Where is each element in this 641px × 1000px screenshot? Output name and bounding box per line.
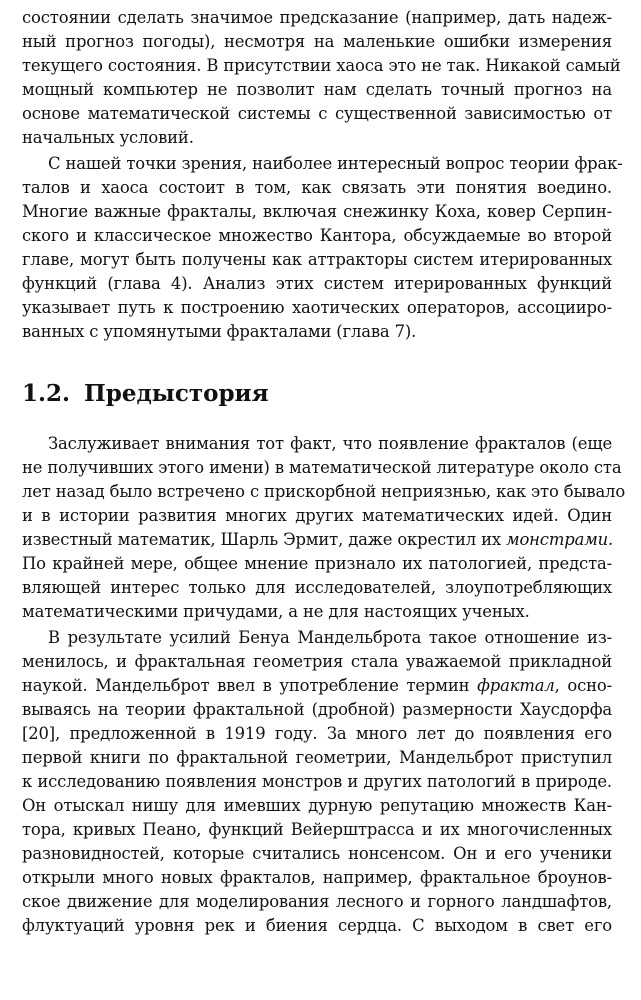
text-line: главе, могут быть получены как аттракторы систем итерированных [22,250,612,269]
text-line: лет назад было встречено с прискорбной неприязнью, как это бывало [22,482,626,501]
text-line: первой книги по фрактальной геометрии, Мандельброт приступил [22,748,612,767]
text-line [22,528,612,552]
text-line [22,674,612,698]
text-line: математическими причудами, а не для настоящих ученых. [22,602,530,621]
text-line: В результате усилий Бенуа Мандельброта такое отношение из- [48,628,612,647]
text-line: ванных с упомянутыми фракталами (глава 7). [22,322,417,341]
text-line: флуктуаций уровня рек и биения сердца. С выходом в свет его [22,916,612,935]
text-line: ского и классическое множество Кантора, обсуждаемые во второй [22,226,612,245]
italic-term: фрактал [477,676,555,695]
text-line: тора, кривых Пеано, функций Вейерштрасса и их многочисленных [22,820,612,839]
text-line: мощный компьютер не позволит нам сделать точный прогноз на [22,80,612,99]
text-segment: наукой. Мандельброт ввел в употребление термин [22,676,478,695]
text-line: По крайней мере, общее мнение признало их патологией, предста- [22,554,612,573]
text-line: не получивших этого имени) в математической литературе около ста [22,458,622,477]
text-line: вываясь на теории фрактальной (дробной) размерности Хаусдорфа [22,700,612,719]
text-line: указывает путь к построению хаотических операторов, ассоцииро- [22,298,612,317]
text-segment: , осно- [554,676,612,695]
text-segment: известный математик, Шарль Эрмит, даже окрестил их [22,530,506,549]
text-line: вляющей интерес только для исследователей, злоупотребляющих [22,578,612,597]
text-line: открыли много новых фракталов, например, фрактальное броунов- [22,868,612,887]
text-line: функций (глава 4). Анализ этих систем итерированных функций [22,274,612,293]
text-line: С нашей точки зрения, наиболее интересный вопрос теории фрак- [48,154,623,173]
text-line: разновидностей, которые считались нонсенсом. Он и его ученики [22,844,612,863]
text-line: состоянии сделать значимое предсказание (например, дать надеж- [22,8,612,27]
text-line: менилось, и фрактальная геометрия стала уважаемой прикладной [22,652,612,671]
text-line: начальных условий. [22,128,194,147]
text-line: Заслуживает внимания тот факт, что появление фракталов (еще [48,434,612,453]
section-heading [22,378,269,410]
text-line: ское движение для моделирования лесного и горного ландшафтов, [22,892,612,911]
section-title: Предыстория [84,380,269,407]
text-line: талов и хаоса состоит в том, как связать эти понятия воедино. [22,178,612,197]
text-line: Многие важные фракталы, включая снежинку Коха, ковер Серпин- [22,202,612,221]
text-line: основе математической системы с существенной зависимостью от [22,104,612,123]
text-line: [20], предложенной в 1919 году. За много лет до появления его [22,724,612,743]
section-number: 1.2. [22,380,71,407]
text-line: к исследованию появления монстров и других патологий в природе. [22,772,612,791]
italic-term: монстрами. [506,530,614,549]
text-line: и в истории развития многих других математических идей. Один [22,506,612,525]
text-line: текущего состояния. В присутствии хаоса это не так. Никакой самый [22,56,621,75]
text-line: ный прогноз погоды), несмотря на маленькие ошибки измерения [22,32,612,51]
text-line: Он отыскал нишу для имевших дурную репутацию множеств Кан- [22,796,612,815]
